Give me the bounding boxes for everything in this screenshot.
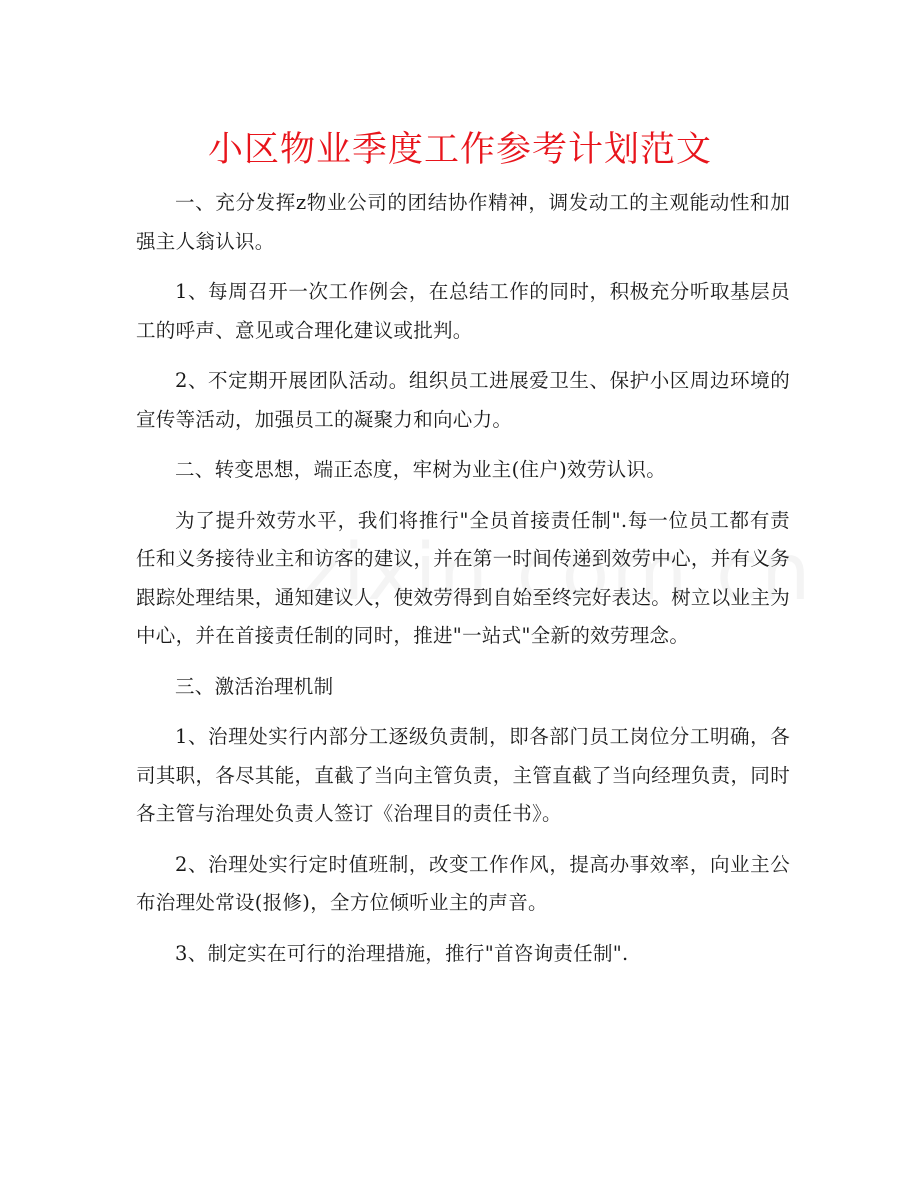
paragraph-section-2-body: 为了提升效劳水平，我们将推行"全员首接责任制".每一位员工都有责任和义务接待业主和访客的建议，并在第一时间传递到效劳中心，并有义务跟踪处理结果，通知建议人，使效劳得到自始至终完好表达。树立以业主为中心，并在首接责任制的同时，推进"一站式"全新的效劳理念。 [136,508,790,647]
paragraph-section-2-heading: 二、转变思想，端正态度，牢树为业主(住户)效劳认识。 [175,458,667,481]
paragraph-section-3-heading: 三、激活治理机制 [175,674,334,698]
paragraph-section-1-heading: 一、充分发挥z物业公司的团结协作精神，调发动工的主观能动性和加强主人翁认识。 [136,191,790,253]
paragraph-item-3-2: 2、治理处实行定时值班制，改变工作作风，提高办事效率，向业主公布治理处常设(报修)，全方位倾听业主的声音。 [136,852,790,914]
document-title: 小区物业季度工作参考计划范文 [207,130,712,170]
paragraph-item-3-1: 1、治理处实行内部分工逐级负责制，即各部门员工岗位分工明确，各司其职，各尽其能，直截了当向主管负责，主管直截了当向经理负责，同时各主管与治理处负责人签订《治理目的责任书》。 [136,725,790,825]
paragraph-item-3-3: 3、制定实在可行的治理措施，推行"首咨询责任制". [175,941,629,965]
paragraph-item-1-2: 2、不定期开展团队活动。组织员工进展爱卫生、保护小区周边环境的宣传等活动，加强员工的凝聚力和向心力。 [136,369,790,431]
document-body [136,184,790,985]
paragraph-item-1-1: 1、每周召开一次工作例会，在总结工作的同时，积极充分听取基层员工的呼声、意见或合理化建议或批判。 [136,280,790,342]
